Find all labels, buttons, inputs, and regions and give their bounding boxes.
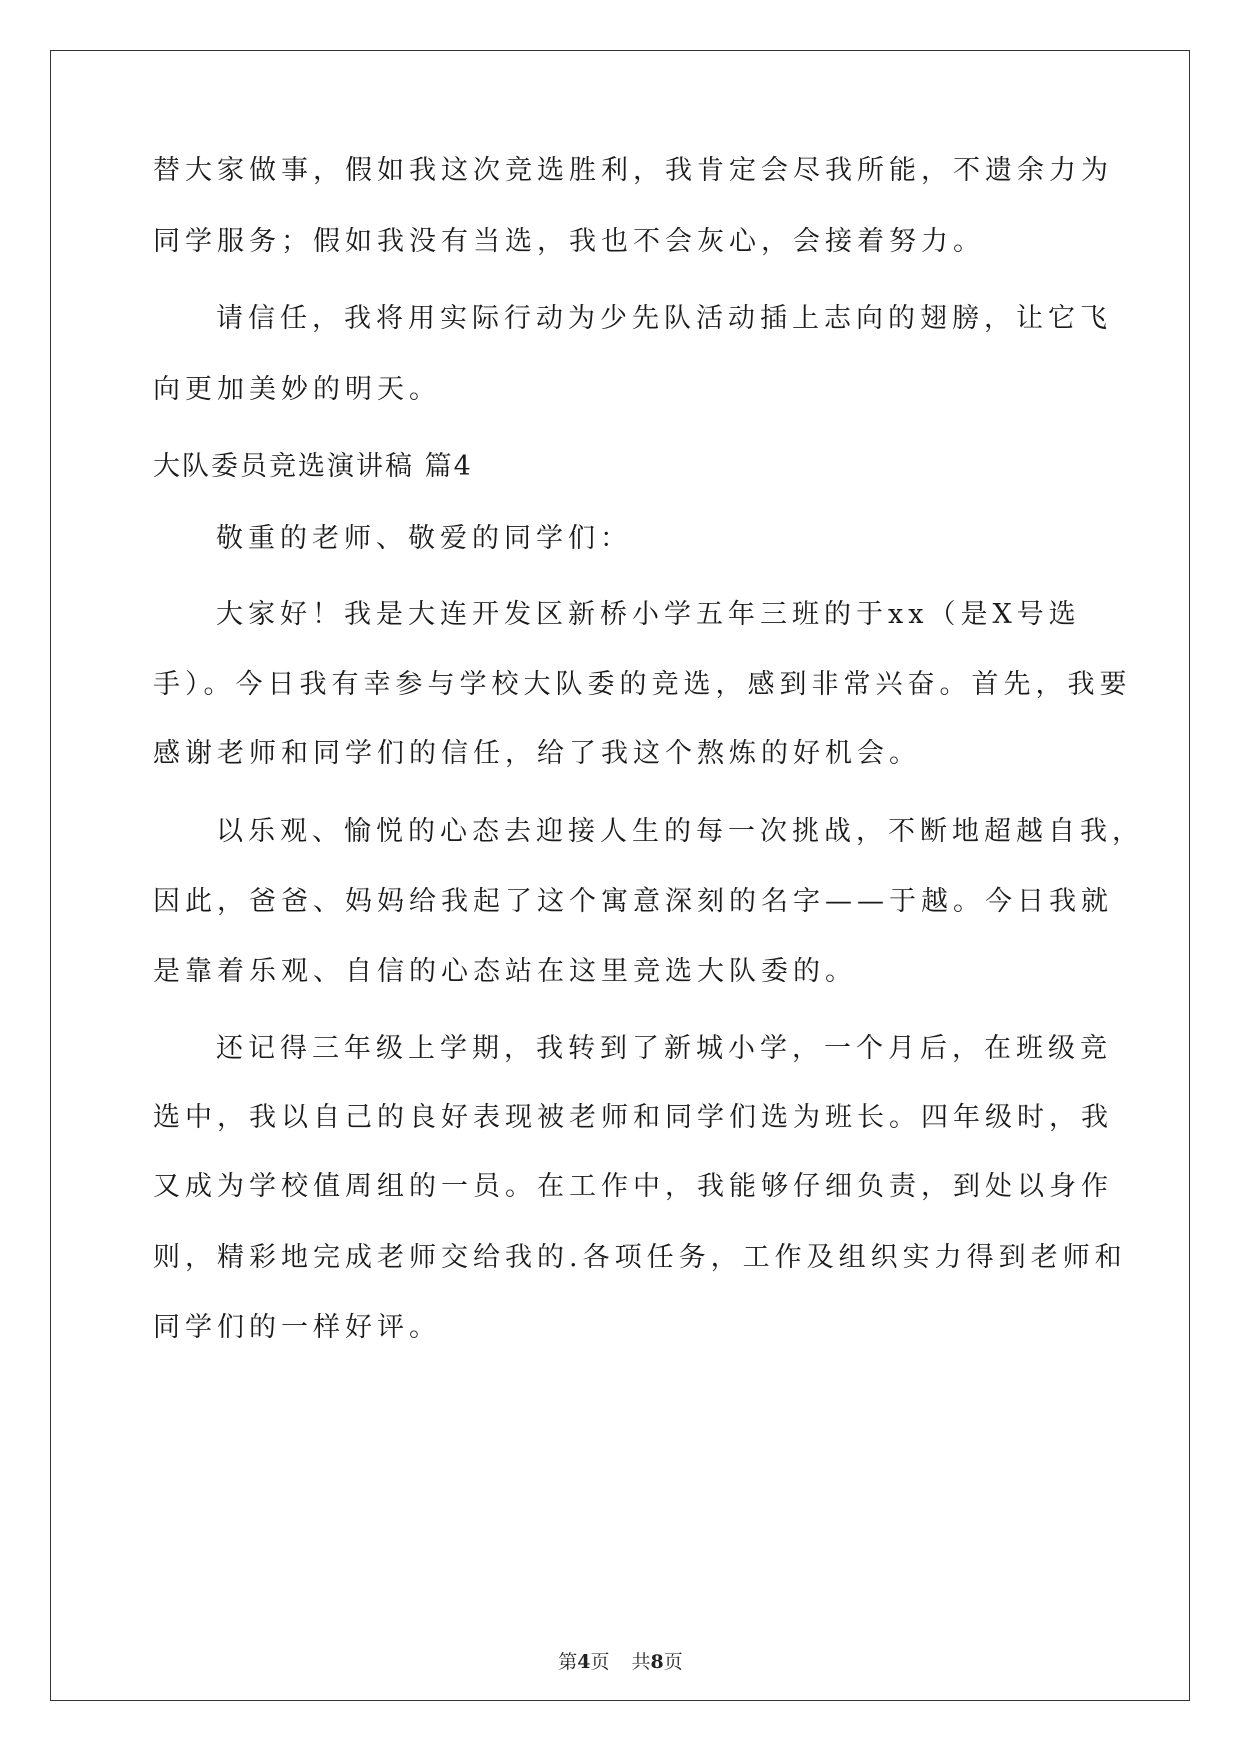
total-prefix: 共 xyxy=(631,1651,651,1673)
paragraph-line: 向更加美妙的明天。 xyxy=(153,374,441,405)
paragraph-line: 因此，爸爸、妈妈给我起了这个寓意深刻的名字——于越。今日我就 xyxy=(153,886,1113,917)
paragraph-line: 是靠着乐观、自信的心态站在这里竞选大队委的。 xyxy=(153,956,857,987)
paragraph-line: 还记得三年级上学期，我转到了新城小学，一个月后，在班级竞 xyxy=(216,1033,1112,1064)
paragraph-line: 同学们的一样好评。 xyxy=(153,1312,441,1343)
paragraph-line: 以乐观、愉悦的心态去迎接人生的每一次挑战，不断地超越自我， xyxy=(216,816,1144,847)
paragraph-line: 大家好！我是大连开发区新桥小学五年三班的于xx（是X号选 xyxy=(216,599,1081,630)
paragraph-line: 同学服务；假如我没有当选，我也不会灰心，会接着努力。 xyxy=(153,226,985,257)
total-suffix: 页 xyxy=(663,1651,683,1673)
page-frame xyxy=(50,50,1190,1701)
page-suffix: 页 xyxy=(590,1651,610,1673)
page-prefix: 第 xyxy=(558,1651,578,1673)
paragraph-line: 则，精彩地完成老师交给我的.各项任务，工作及组织实力得到老师和 xyxy=(153,1242,1127,1273)
page-footer xyxy=(0,1647,1241,1674)
section-heading: 大队委员竞选演讲稿 篇4 xyxy=(153,451,473,482)
page-total: 8 xyxy=(650,1651,664,1673)
salutation: 敬重的老师、敬爱的同学们： xyxy=(216,523,632,554)
paragraph-line: 替大家做事，假如我这次竞选胜利，我肯定会尽我所能，不遗余力为 xyxy=(153,155,1113,186)
paragraph-line: 感谢老师和同学们的信任，给了我这个熬炼的好机会。 xyxy=(153,738,921,769)
paragraph-line: 又成为学校值周组的一员。在工作中，我能够仔细负责，到处以身作 xyxy=(153,1171,1113,1202)
page-current: 4 xyxy=(577,1651,591,1673)
paragraph-line: 选中，我以自己的良好表现被老师和同学们选为班长。四年级时，我 xyxy=(153,1102,1113,1133)
paragraph-line: 请信任，我将用实际行动为少先队活动插上志向的翅膀，让它飞 xyxy=(216,303,1112,334)
paragraph-line: 手）。今日我有幸参与学校大队委的竞选，感到非常兴奋。首先，我要 xyxy=(153,669,1132,700)
